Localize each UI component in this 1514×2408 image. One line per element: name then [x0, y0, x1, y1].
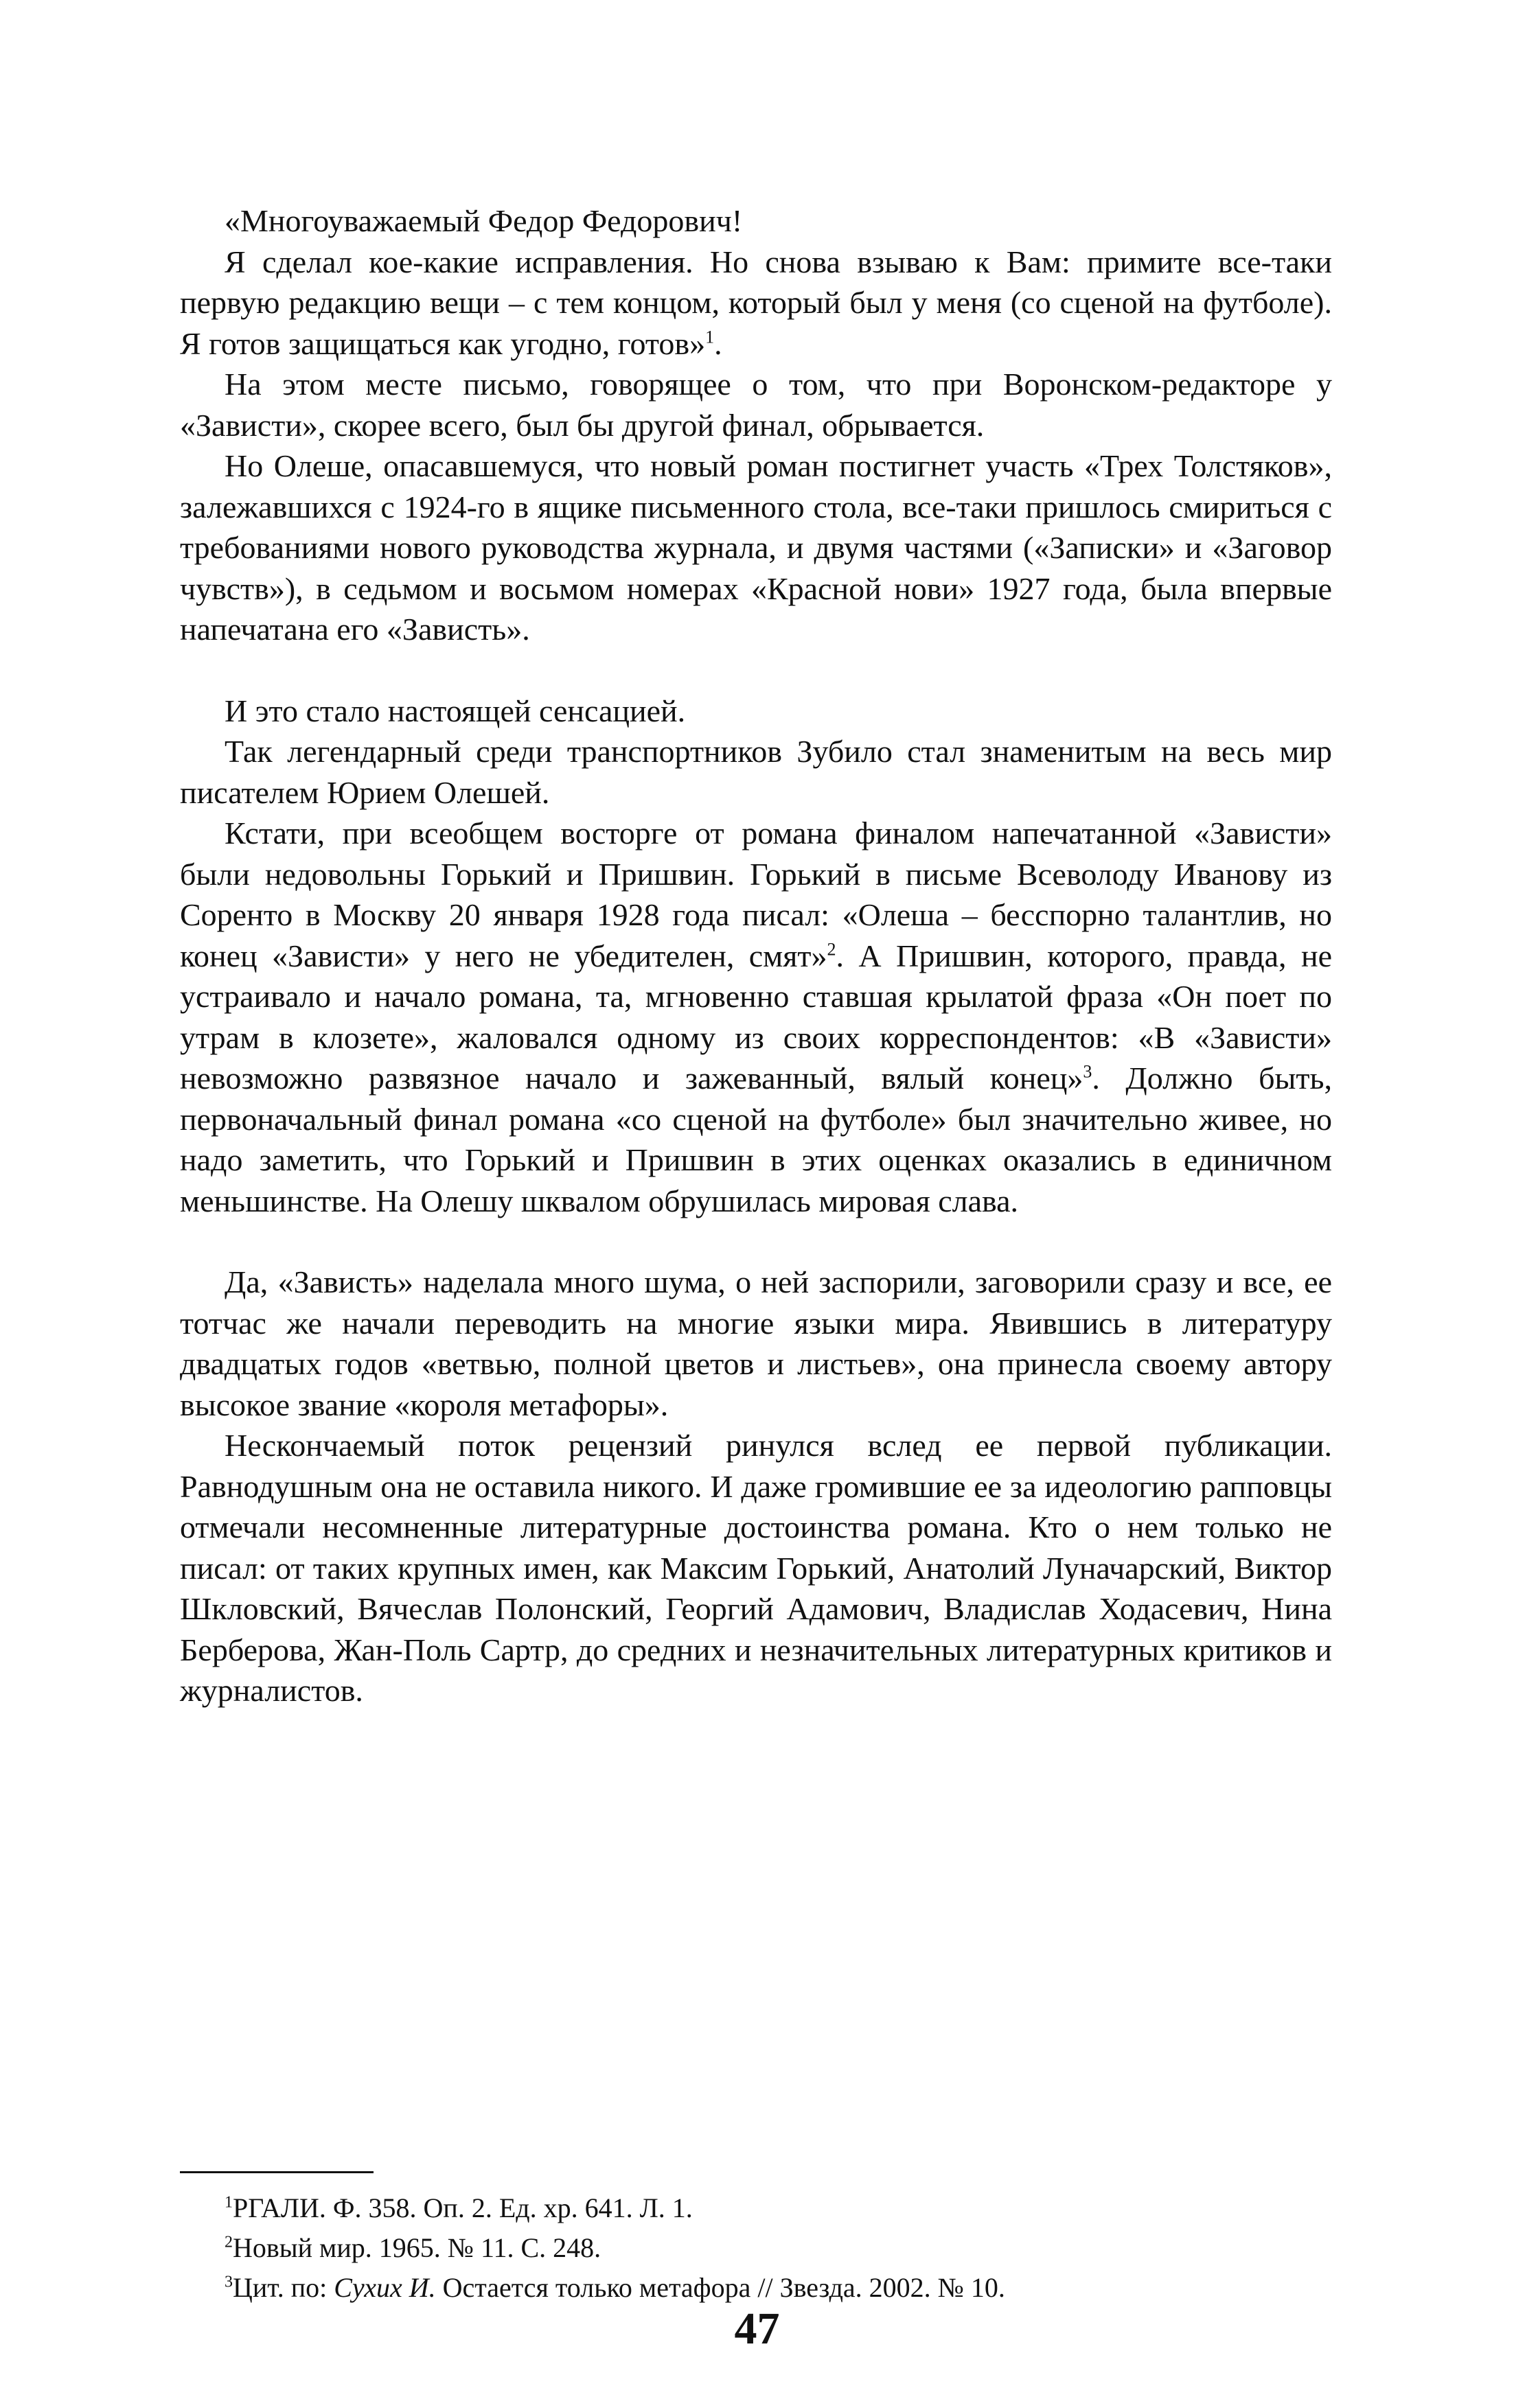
paragraph-sensation — [180, 691, 1332, 732]
paragraph-publication — [180, 445, 1332, 650]
footnote-mark: 3 — [225, 2273, 233, 2291]
paragraph-text: Я сделал кое-какие исправления. Но снова взываю к Вам: примите все-таки первую редакцию вещи – с тем концом, который был у меня (со сценой на футболе). Я готов защищаться как угодно, готов» — [180, 244, 1332, 361]
page-number: 47 — [734, 2304, 780, 2354]
paragraph-text: Но Олеше, опасавшемуся, что новый роман постигнет участь «Трех Толстяков», залежавшихся с 1924-го в ящике письменного стола, все-таки пришлось смириться с требованиями нового руководства журнала, и двумя частями («Записки» и «Заговор чувств»), в седьмом и восьмом номерах «Красной нови» 1927 года, была впервые напечатана его «Зависть». — [180, 448, 1332, 647]
footnote-ref[interactable]: 3 — [1083, 1061, 1092, 1082]
paragraph-text: . А Пришвин, которого, правда, не устраивало и начало романа, та, мгновенно ставшая крылатой фраза «Он поет по утрам в клозете», жаловался одному из своих корреспондентов: «В «Зависти» невозможно развязное начало и зажеванный, вялый конец» — [180, 938, 1332, 1096]
footnote-ref[interactable]: 1 — [705, 327, 715, 347]
footnote-text: Новый мир. 1965. № 11. С. 248. — [233, 2232, 601, 2263]
paragraph-text: И это стало настоящей сенсацией. — [225, 693, 686, 728]
section-gap — [180, 1221, 1332, 1262]
section-gap — [180, 650, 1332, 691]
paragraph-text: Так легендарный среди транспортников Зубило стал знаменитым на весь мир писателем Юрием Олешей. — [180, 734, 1332, 810]
paragraph-text: «Многоуважаемый Федор Федорович! — [225, 203, 743, 238]
paragraph-text: Нескончаемый поток рецензий ринулся вслед ее первой публикации. Равнодушным она не оставила никого. И даже громившие ее за идеологию рапповцы отмечали несомненные литературные достоинства романа. Кто о нем только не писал: от таких крупных имен, как Максим Горький, Анатолий Луначарский, Виктор Шкловский, Вячеслав Полонский, Георгий Адамович, Владислав Ходасевич, Нина Берберова, Жан-Поль Сартр, до средних и незначительных литературных критиков и журналистов. — [180, 1428, 1332, 1708]
paragraph-reviews — [180, 1425, 1332, 1711]
paragraph-zubilo — [180, 731, 1332, 813]
paragraph-letter-body — [180, 242, 1332, 364]
footnote-mark: 2 — [225, 2233, 233, 2251]
footnote-text: Остается только метафора // Звезда. 2002. № 10. — [435, 2272, 1005, 2303]
footnote-author: Сухих И. — [334, 2272, 436, 2303]
footnote-text: РГАЛИ. Ф. 358. Оп. 2. Ед. хр. 641. Л. 1. — [233, 2192, 693, 2223]
paragraph-noise — [180, 1262, 1332, 1425]
paragraph-text: Да, «Зависть» наделала много шума, о ней заспорили, заговорили сразу и все, ее тотчас же начали переводить на многие языки мира. Явившись в литературу двадцатых годов «ветвью, полной цветов и листьев», она принесла своему автору высокое звание «короля метафоры». — [180, 1264, 1332, 1422]
footnote-1 — [180, 2188, 1332, 2228]
footnote-mark: 1 — [225, 2193, 233, 2212]
main-text — [180, 200, 1332, 1711]
paragraph-letter-greeting — [180, 200, 1332, 242]
footnote-2 — [180, 2228, 1332, 2268]
footnotes — [180, 2188, 1332, 2308]
paragraph-text: На этом месте письмо, говорящее о том, что при Воронском-редакторе у «Зависти», скорее всего, был бы другой финал, обрывается. — [180, 367, 1332, 443]
paragraph-letter-break — [180, 364, 1332, 445]
paragraph-text: . Должно быть, первоначальный финал романа «со сценой на футболе» был значительно живее, но надо заметить, что Горький и Пришвин в этих оценках оказались в единичном меньшинстве. На Олешу шквалом обрушилась мировая слава. — [180, 1061, 1332, 1218]
paragraph-text: Кстати, при всеобщем восторге от романа финалом напечатанной «Зависти» были недовольны Горький и Пришвин. Горький в письме Всеволоду Иванову из Соренто в Москву 20 января 1928 года писал: «Олеша – бесспорно талантлив, но конец «Зависти» у него не убедителен, смят» — [180, 815, 1332, 973]
footnote-prefix: Цит. по: — [233, 2272, 334, 2303]
paragraph-text-tail: . — [714, 325, 722, 361]
footnote-divider — [180, 2171, 374, 2173]
paragraph-gorky-prishvin — [180, 813, 1332, 1221]
footnote-ref[interactable]: 2 — [827, 939, 836, 960]
